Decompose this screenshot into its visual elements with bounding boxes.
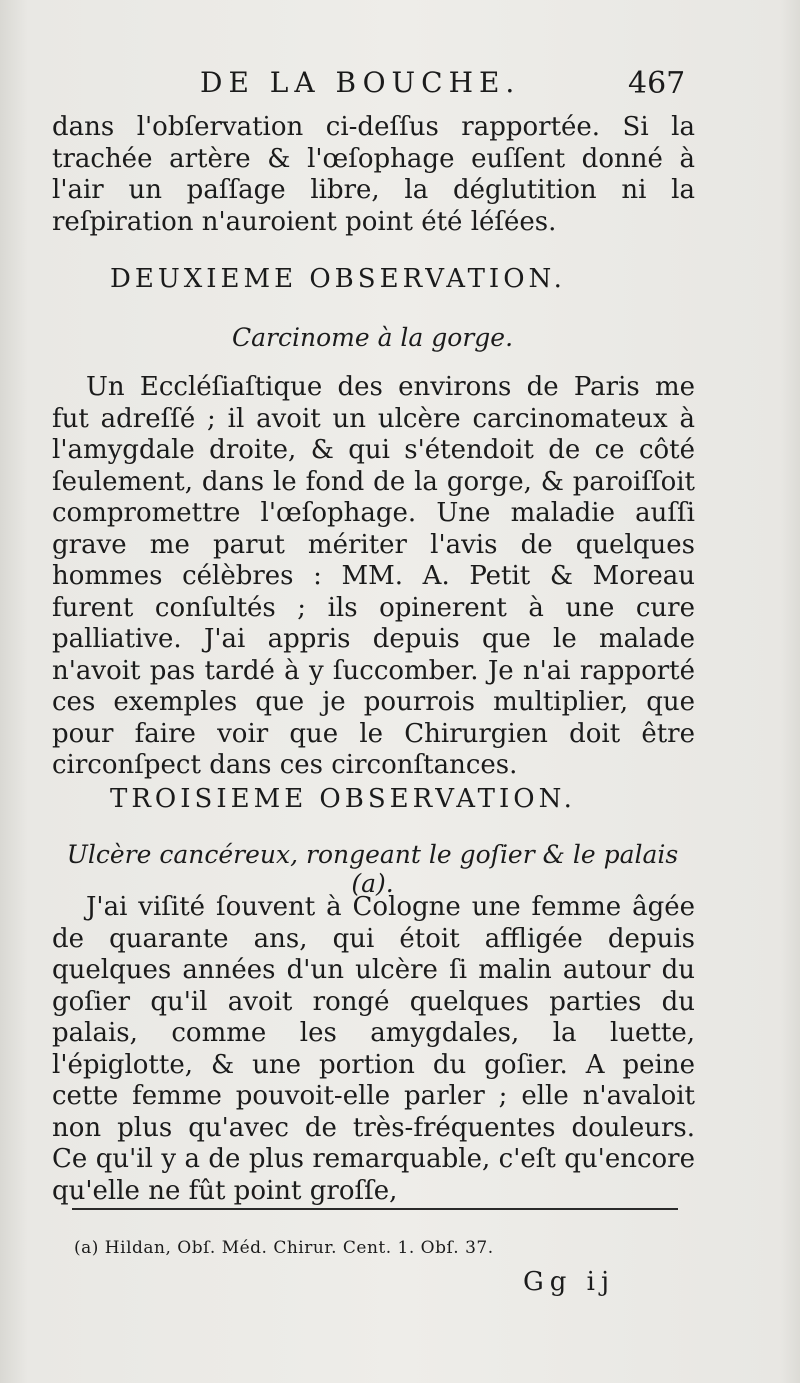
observation-two-subheading: Carcinome à la gorge. [231,323,514,352]
observation-two-heading: DEUXIEME OBSERVATION. [110,264,566,294]
observation-three-heading: TROISIEME OBSERVATION. [110,784,576,814]
observation-two-paragraph: Un Eccléſiaſtique des environs de Paris me fut adreſſé ; il avoit un ulcère carcinomateux à l'amygdale droite, & qui s'étendoit de ce côté ſeulement, dans le fond de la gorge, & paroiſſoit compromettre l'œſophage. Une maladie auſſi grave me parut mériter l'avis de quelques hommes célèbres : MM. A. Petit & Moreau furent conſultés ; ils opinerent à une cure palliative. J'ai appris depuis que le malade n'avoit pas tardé à y ſuccomber. Je n'ai rapporté ces exemples que je pourrois multiplier, que pour faire voir que le Chirurgien doit être circonſpect dans ces circonſtances. [52,372,695,780]
continued-paragraph-container [52,112,695,238]
observation-three-body [52,892,695,1207]
observation-three-subheading: Ulcère cancéreux, rongeant le goſier & le palais (a). [66,840,679,898]
observation-two-body [52,372,695,782]
observation-three-paragraph: J'ai viſité ſouvent à Cologne une femme âgée de quarante ans, qui étoit affligée depuis quelques années d'un ulcère ſi malin autour du goſier qu'il avoit rongé quelques parties du palais, comme les amygdales, la luette, l'épiglotte, & une portion du goſier. A peine cette femme pouvoit-elle parler ; elle n'avaloit non plus qu'avec de très-fréquentes douleurs. Ce qu'il y a de plus remarquable, c'eſt qu'encore qu'elle ne fût point groſſe, [52,892,695,1206]
signature-mark: Gg ij [523,1267,616,1297]
running-head: DE LA BOUCHE. [200,66,521,99]
page-number: 467 [628,66,686,101]
continued-paragraph: dans l'obſervation ci-deſſus rapportée. Si la trachée artère & l'œſophage euſſent donné à l'air un paſſage libre, la déglutition ni la reſpiration n'auroient point été léſées. [52,112,695,237]
footnote-rule [72,1208,678,1210]
footnote: (a) Hildan, Obſ. Méd. Chirur. Cent. 1. Obſ. 37. [74,1238,494,1258]
